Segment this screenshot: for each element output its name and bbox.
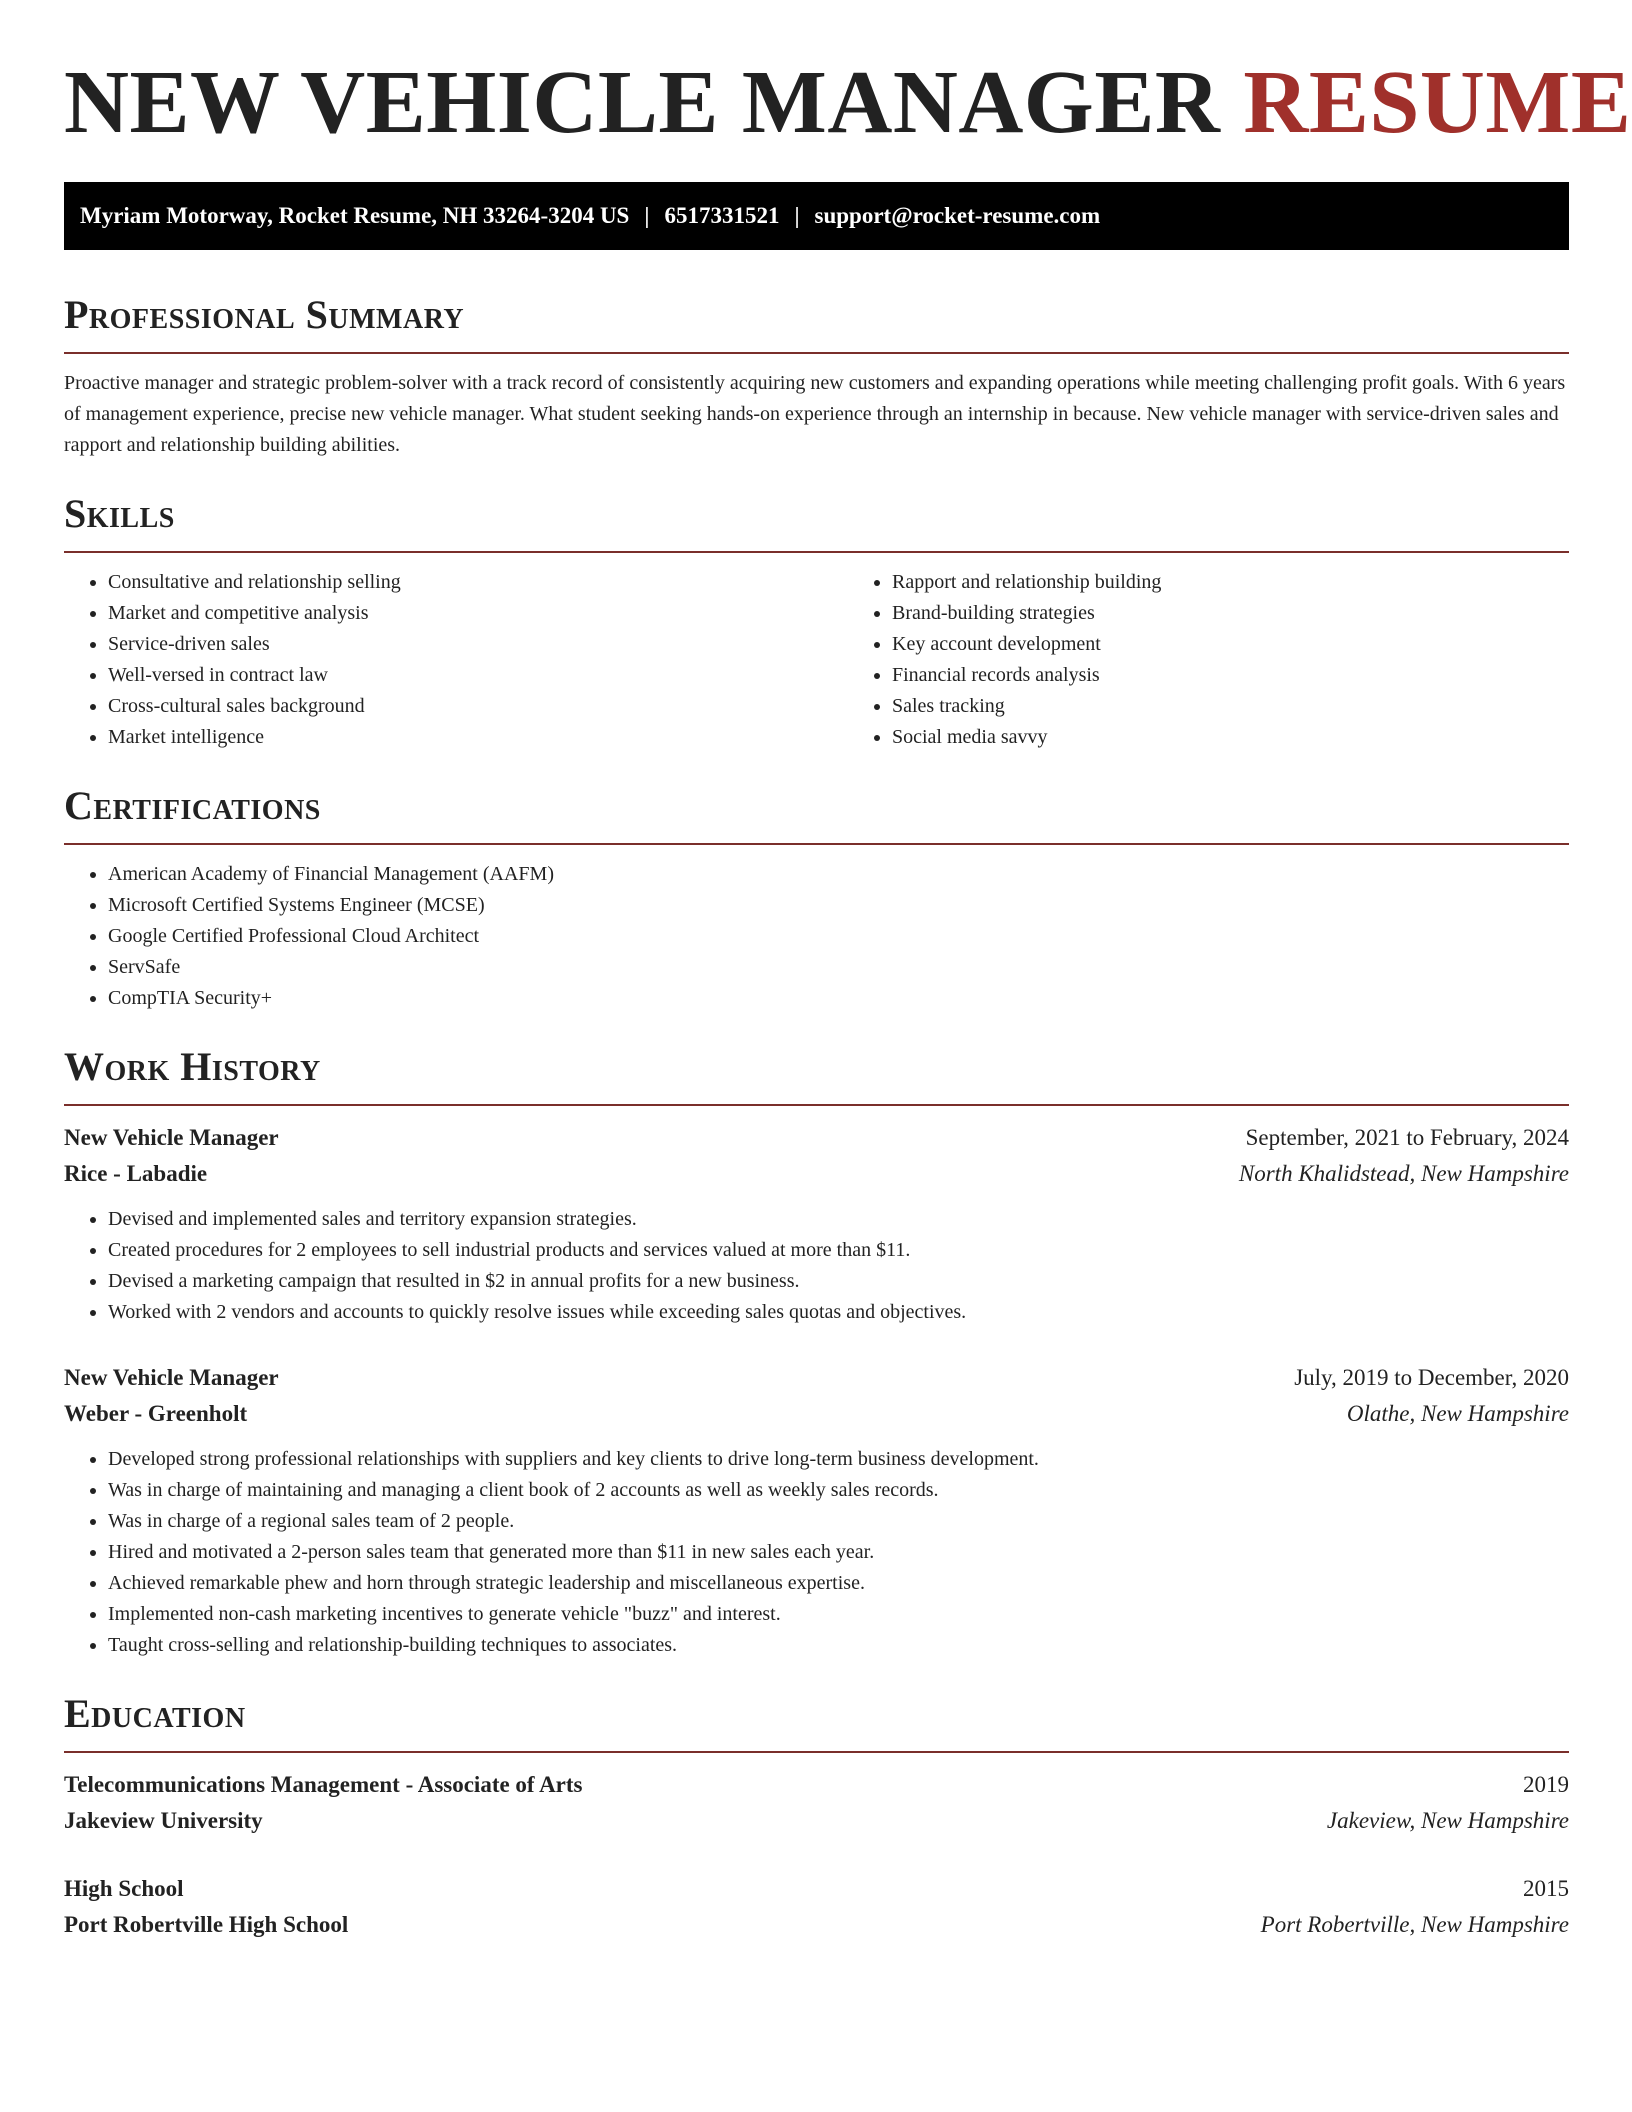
summary-heading: Professional Summary	[64, 292, 1569, 354]
job-location: Olathe, New Hampshire	[1346, 1401, 1569, 1426]
job-entry	[64, 1120, 1569, 1328]
skill-item: • Market and competitive analysis	[108, 598, 848, 629]
job-bullet: • Achieved remarkable phew and horn through strategic leadership and miscellaneous expertise.	[108, 1568, 1569, 1599]
skills-columns	[64, 553, 1569, 753]
education-location: Jakeview, New Hampshire	[1326, 1808, 1569, 1833]
job-company-row	[64, 1156, 1569, 1192]
work-heading: Work History	[64, 1044, 1569, 1106]
skill-item: • Rapport and relationship building	[892, 567, 1161, 598]
skill-item: • Key account development	[892, 629, 1161, 660]
contact-address: Myriam Motorway, Rocket Resume, NH 33264-3204 US	[80, 203, 630, 228]
education-entry	[64, 1767, 1569, 1839]
skill-item: • Sales tracking	[892, 691, 1161, 722]
certification-item: • CompTIA Security+	[108, 983, 1569, 1014]
education-degree: High School	[64, 1876, 184, 1901]
job-entry	[64, 1360, 1569, 1661]
education-location: Port Robertville, New Hampshire	[1260, 1912, 1569, 1937]
skill-item: • Service-driven sales	[108, 629, 848, 660]
job-bullet: • Devised a marketing campaign that resulted in $2 in annual profits for a new business.	[108, 1266, 1569, 1297]
certifications-heading: Certifications	[64, 783, 1569, 845]
education-heading: Education	[64, 1691, 1569, 1753]
contact-separator: |	[644, 203, 650, 228]
job-dates: September, 2021 to February, 2024	[1245, 1125, 1569, 1150]
job-bullet: • Devised and implemented sales and territory expansion strategies.	[108, 1204, 1569, 1235]
job-role: New Vehicle Manager	[64, 1365, 279, 1390]
education-school: Jakeview University	[64, 1808, 263, 1833]
contact-bar	[64, 182, 1569, 250]
certifications-section	[64, 783, 1569, 1014]
education-entry	[64, 1871, 1569, 1943]
contact-separator: |	[794, 203, 800, 228]
education-section	[64, 1691, 1569, 1943]
skills-list-right	[848, 567, 1161, 753]
title-main: NEW VEHICLE MANAGER	[64, 53, 1221, 152]
certification-item: • Microsoft Certified Systems Engineer (MCSE)	[108, 890, 1569, 921]
job-company: Rice - Labadie	[64, 1161, 208, 1186]
skill-item: • Well-versed in contract law	[108, 660, 848, 691]
job-bullet: • Was in charge of a regional sales team of 2 people.	[108, 1506, 1569, 1537]
certification-item: • ServSafe	[108, 952, 1569, 983]
job-bullet: • Hired and motivated a 2-person sales team that generated more than $11 in new sales each year.	[108, 1537, 1569, 1568]
job-dates: July, 2019 to December, 2020	[1294, 1365, 1569, 1390]
summary-section	[64, 292, 1569, 461]
education-year: 2019	[1523, 1772, 1569, 1797]
skill-item: • Brand-building strategies	[892, 598, 1161, 629]
job-company-row	[64, 1396, 1569, 1432]
job-bullet: • Implemented non-cash marketing incentives to generate vehicle "buzz" and interest.	[108, 1599, 1569, 1630]
skill-item: • Consultative and relationship selling	[108, 567, 848, 598]
job-bullet: • Created procedures for 2 employees to sell industrial products and services valued at more than $11.	[108, 1235, 1569, 1266]
skills-section	[64, 491, 1569, 753]
skill-item: • Social media savvy	[892, 722, 1161, 753]
work-section	[64, 1044, 1569, 1661]
job-title-row	[64, 1360, 1569, 1396]
job-bullet: • Worked with 2 vendors and accounts to quickly resolve issues while exceeding sales quotas and objectives.	[108, 1297, 1569, 1328]
education-school: Port Robertville High School	[64, 1912, 349, 1937]
certification-item: • Google Certified Professional Cloud Architect	[108, 921, 1569, 952]
education-school-row	[64, 1803, 1569, 1839]
job-bullet: • Developed strong professional relationships with suppliers and key clients to drive long-term business development.	[108, 1444, 1569, 1475]
title-accent: RESUME	[1243, 53, 1632, 152]
skill-item: • Cross-cultural sales background	[108, 691, 848, 722]
skill-item: • Market intelligence	[108, 722, 848, 753]
education-year: 2015	[1523, 1876, 1569, 1901]
summary-text: Proactive manager and strategic problem-solver with a track record of consistently acquiring new customers and expanding operations while meeting challenging profit goals. With 6 years of management experience, precise new vehicle manager. What student seeking hands-on experience through an internship in because. New vehicle manager with service-driven sales and rapport and relationship building abilities.	[64, 372, 1566, 456]
skill-item: • Financial records analysis	[892, 660, 1161, 691]
job-role: New Vehicle Manager	[64, 1125, 279, 1150]
education-school-row	[64, 1907, 1569, 1943]
education-degree-row	[64, 1767, 1569, 1803]
skills-heading: Skills	[64, 491, 1569, 553]
contact-email: support@rocket-resume.com	[814, 203, 1101, 228]
job-bullets	[64, 1204, 1569, 1328]
resume-title	[64, 48, 1632, 158]
job-bullet: • Taught cross-selling and relationship-building techniques to associates.	[108, 1630, 1569, 1661]
job-bullet: • Was in charge of maintaining and managing a client book of 2 accounts as well as weekly sales records.	[108, 1475, 1569, 1506]
job-location: North Khalidstead, New Hampshire	[1238, 1161, 1569, 1186]
job-bullets	[64, 1444, 1569, 1661]
contact-phone: 6517331521	[664, 203, 780, 228]
education-degree-row	[64, 1871, 1569, 1907]
job-company: Weber - Greenholt	[64, 1401, 248, 1426]
certifications-list	[64, 859, 1569, 1014]
skills-list-left	[64, 567, 848, 753]
education-degree: Telecommunications Management - Associate of Arts	[64, 1772, 583, 1797]
certification-item: • American Academy of Financial Management (AAFM)	[108, 859, 1569, 890]
job-title-row	[64, 1120, 1569, 1156]
